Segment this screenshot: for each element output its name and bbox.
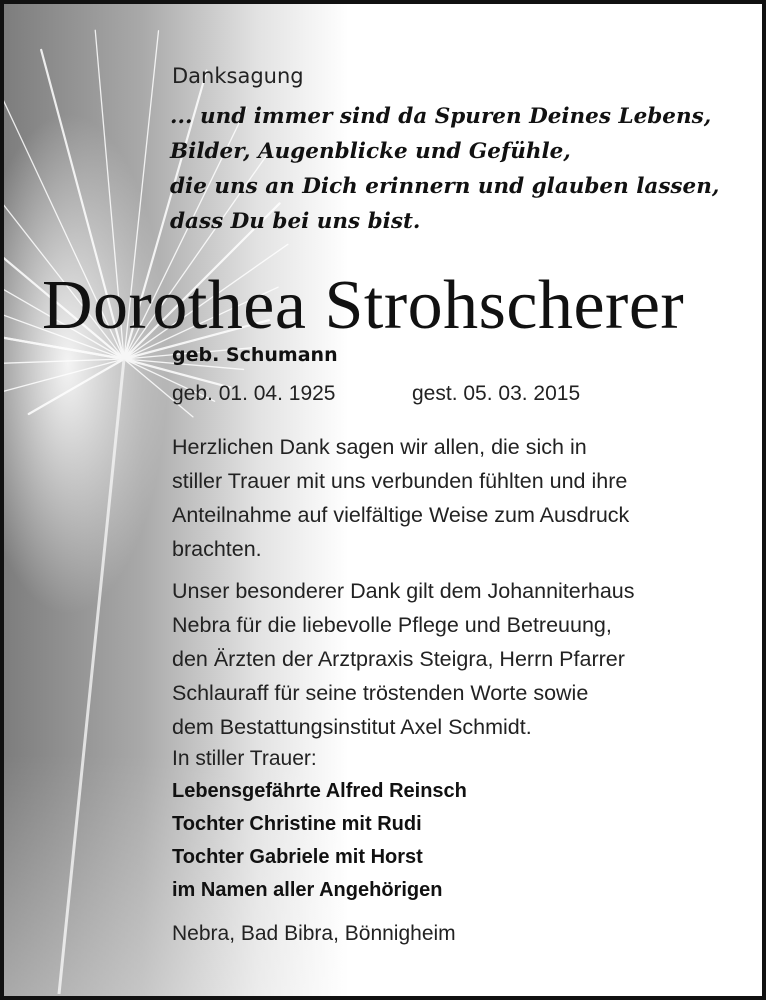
text-line: Nebra für die liebevolle Pflege und Betreuung, [172,613,612,637]
life-dates [172,382,580,406]
mourners-list [172,742,467,907]
thanks-paragraph [172,430,635,566]
places: Nebra, Bad Bibra, Bönnigheim [172,922,456,945]
deceased-name: Dorothea Strohscherer [42,267,685,344]
text-line: Herzlichen Dank sagen wir allen, die sich in [172,435,587,459]
poem-verse [170,99,719,239]
special-thanks-paragraph [172,574,635,744]
thanks-text [172,430,635,744]
poem-line: Bilder, Augenblicke und Gefühle, [170,139,571,164]
mourners-intro: In stiller Trauer: [172,747,317,770]
text-line: stiller Trauer mit uns verbunden fühlten und ihre [172,469,628,493]
poem-line: ... und immer sind da Spuren Deines Lebens, [170,104,712,129]
poem-line: dass Du bei uns bist. [170,209,421,234]
text-line: den Ärzten der Arztpraxis Steigra, Herrn Pfarrer [172,647,625,671]
text-line: dem Bestattungsinstitut Axel Schmidt. [172,715,532,739]
text-line: Schlauraff für seine tröstenden Worte sowie [172,681,589,705]
text-line: brachten. [172,537,262,561]
mourner-name: Tochter Christine mit Rudi [172,813,422,835]
mourner-name: Tochter Gabriele mit Horst [172,846,423,868]
text-line: Anteilnahme auf vielfältige Weise zum Ausdruck [172,503,630,527]
heading-danksagung: Danksagung [172,64,304,88]
mourner-name: im Namen aller Angehörigen [172,879,443,901]
birth-date: geb. 01. 04. 1925 [172,382,336,405]
death-date: gest. 05. 03. 2015 [412,382,581,405]
maiden-name: geb. Schumann [172,344,338,366]
mourner-name: Lebensgefährte Alfred Reinsch [172,780,467,802]
text-line: Unser besonderer Dank gilt dem Johanniterhaus [172,579,635,603]
poem-line: die uns an Dich erinnern und glauben lassen, [170,174,720,199]
